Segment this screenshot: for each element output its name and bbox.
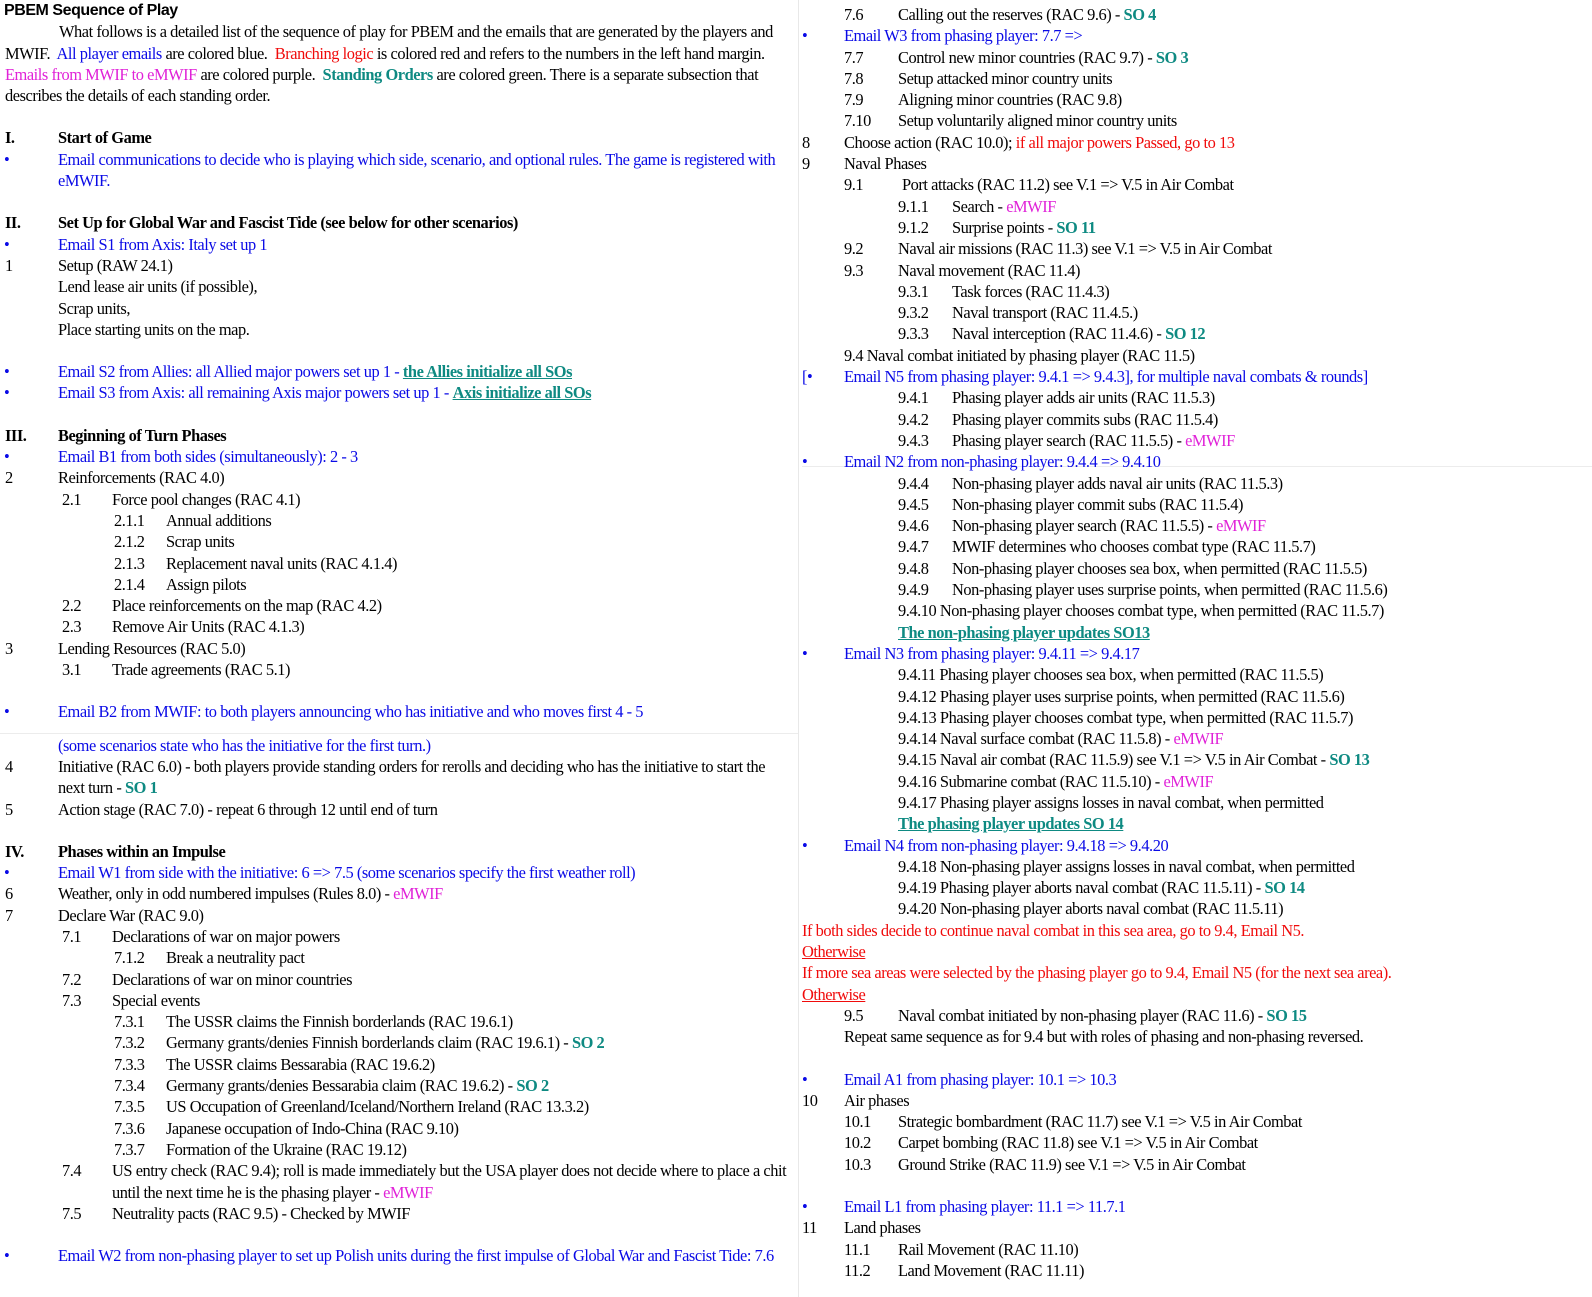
page-title: PBEM Sequence of Play (4, 2, 178, 19)
list-item: 9.4.15 Naval air combat (RAC 11.5.9) see V.1 => V.5 in Air Combat - SO 13 (898, 750, 1370, 770)
branch-logic: Otherwise (802, 984, 866, 1004)
list-item: 9.4 Naval combat initiated by phasing player (RAC 11.5) (844, 345, 1195, 365)
list-item: 4 Initiative (RAC 6.0) - both players provide standing orders for rerolls and deciding who has the initiative to start the next turn - SO 1 (5, 756, 766, 798)
list-item: 9.4.3 Phasing player search (RAC 11.5.5) - eMWIF (898, 430, 1235, 450)
list-item: 3.1 Trade agreements (RAC 5.1) (62, 660, 290, 680)
list-item: 3 Lending Resources (RAC 5.0) (5, 638, 246, 658)
list-item: 9.3.1 Task forces (RAC 11.4.3) (898, 281, 1110, 301)
list-item: 10.1 Strategic bombardment (RAC 11.7) see V.1 => V.5 in Air Combat (844, 1112, 1302, 1132)
list-item: 7.3.3 The USSR claims Bessarabia (RAC 19.6.2) (114, 1054, 435, 1074)
list-item: 7.3.4 Germany grants/denies Bessarabia claim (RAC 19.6.2) - SO 2 (114, 1076, 549, 1096)
bullet-icon: • (4, 362, 10, 382)
branch-logic: If more sea areas were selected by the phasing player go to 9.4, Email N5 (for the next sea area). (802, 963, 1392, 983)
bullet-icon: • (4, 702, 10, 722)
email-item: • Email N3 from phasing player: 9.4.11 => 9.4.17 (802, 643, 1140, 663)
list-item: 10.3 Ground Strike (RAC 11.9) see V.1 => V.5 in Air Combat (844, 1154, 1246, 1174)
list-item: 9.3 Naval movement (RAC 11.4) (844, 260, 1081, 280)
list-item: 7.7 Control new minor countries (RAC 9.7) - SO 3 (844, 47, 1189, 67)
column-divider (798, 0, 799, 1297)
list-item: Lend lease air units (if possible), (58, 277, 258, 297)
list-item: 9.4.2 Phasing player commits subs (RAC 11.5.4) (898, 409, 1218, 429)
list-item: 9.4.7 MWIF determines who chooses combat type (RAC 11.5.7) (898, 537, 1316, 557)
list-item: 8 Choose action (RAC 10.0); if all major powers Passed, go to 13 (802, 132, 1235, 152)
list-item: 7.8 Setup attacked minor country units (844, 68, 1113, 88)
list-item: 9.4.1 Phasing player adds air units (RAC 11.5.3) (898, 388, 1215, 408)
list-item: 7.6 Calling out the reserves (RAC 9.6) - SO 4 (844, 5, 1156, 24)
left-column (0, 0, 798, 1266)
list-item: 7.4 US entry check (RAC 9.4); roll is made immediately but the USA player does not decide where to place a chit until the next time he is the phasing player - eMWIF (62, 1161, 787, 1202)
list-item: Scrap units, (58, 298, 130, 318)
section-heading: III. Beginning of Turn Phases (5, 425, 227, 445)
list-item: 7.3.6 Japanese occupation of Indo-China (RAC 9.10) (114, 1118, 459, 1138)
list-item: 5 Action stage (RAC 7.0) - repeat 6 through 12 until end of turn (5, 799, 438, 819)
bullet-icon: • (802, 26, 808, 46)
email-item: • Email A1 from phasing player: 10.1 => 10.3 (802, 1069, 1117, 1089)
right-column (802, 0, 1592, 1280)
email-item: • Email N2 from non-phasing player: 9.4.4 => 9.4.10 (802, 452, 1161, 472)
standing-order-link[interactable]: The phasing player updates SO 14 (898, 814, 1124, 834)
email-item: [• Email N5 from phasing player: 9.4.1 => 9.4.3], for multiple naval combats & rounds] (802, 367, 1368, 387)
list-item: 2.2 Place reinforcements on the map (RAC 4.2) (62, 596, 382, 616)
list-item: 11 Land phases (802, 1218, 921, 1238)
list-item: 9.4.6 Non-phasing player search (RAC 11.5.5) - eMWIF (898, 516, 1266, 536)
bracket-bullet-icon: [• (802, 367, 813, 387)
list-item: 9.4.17 Phasing player assigns losses in naval combat, when permitted (898, 792, 1324, 812)
bullet-icon: • (802, 452, 808, 472)
list-item: 9.3.2 Naval transport (RAC 11.4.5.) (898, 303, 1138, 323)
email-item: • Email S2 from Allies: all Allied major powers set up 1 - the Allies initialize all SOs (4, 362, 572, 382)
list-item: 9.2 Naval air missions (RAC 11.3) see V.1 => V.5 in Air Combat (844, 239, 1272, 259)
list-item: 9.4.4 Non-phasing player adds naval air units (RAC 11.5.3) (898, 473, 1283, 493)
list-item: 9.4.20 Non-phasing player aborts naval combat (RAC 11.5.11) (898, 899, 1284, 919)
standing-order-link[interactable]: The non-phasing player updates SO13 (898, 622, 1150, 642)
list-item: 2.1.2 Scrap units (114, 532, 235, 552)
intro-paragraph: What follows is a detailed list of the sequence of play for PBEM and the emails that are generated by the players and MWIF. All player emails are colored blue. Branching logic is colored red and refers to the numbers in the left hand margin. Emails from MWIF to eMWIF are colored purple. Standing Orders are colored green. There is a separate subsection that describes the details of each standing order. (5, 22, 773, 106)
list-item: 7.9 Aligning minor countries (RAC 9.8) (844, 90, 1122, 110)
list-item: 9.4.19 Phasing player aborts naval combat (RAC 11.5.11) - SO 14 (898, 878, 1305, 898)
list-item: 9.4.5 Non-phasing player commit subs (RAC 11.5.4) (898, 494, 1243, 514)
bullet-icon: • (802, 835, 808, 855)
email-item: • Email N4 from non-phasing player: 9.4.18 => 9.4.20 (802, 835, 1169, 855)
list-item: 9.1.1 Search - eMWIF (898, 196, 1056, 216)
email-item: • Email B2 from MWIF: to both players announcing who has initiative and who moves first 4 - 5 (4, 702, 643, 722)
list-item: 7.5 Neutrality pacts (RAC 9.5) - Checked by MWIF (62, 1203, 410, 1223)
list-item: 9.4.14 Naval surface combat (RAC 11.5.8) - eMWIF (898, 729, 1224, 749)
list-item: 10.2 Carpet bombing (RAC 11.8) see V.1 => V.5 in Air Combat (844, 1133, 1258, 1153)
list-item: 7.3.5 US Occupation of Greenland/Iceland/Northern Ireland (RAC 13.3.2) (114, 1097, 589, 1117)
list-item: 9.4.8 Non-phasing player chooses sea box, when permitted (RAC 11.5.5) (898, 558, 1367, 578)
list-item: 7.3.7 Formation of the Ukraine (RAC 19.12) (114, 1139, 407, 1159)
list-item: Place starting units on the map. (58, 319, 250, 339)
list-item: 7.1.2 Break a neutrality pact (114, 948, 305, 968)
list-item: 2.3 Remove Air Units (RAC 4.1.3) (62, 617, 305, 637)
list-item: 7.2 Declarations of war on minor countries (62, 969, 353, 989)
list-item: 9.1.2 Surprise points - SO 11 (898, 217, 1096, 237)
list-item: 9.4.13 Phasing player chooses combat type, when permitted (RAC 11.5.7) (898, 707, 1353, 727)
list-item: Repeat same sequence as for 9.4 but with roles of phasing and non-phasing reversed. (844, 1027, 1364, 1047)
list-item: 2.1.1 Annual additions (114, 510, 272, 530)
list-item: 11.2 Land Movement (RAC 11.11) (844, 1260, 1085, 1280)
list-item: 7.3.2 Germany grants/denies Finnish borderlands claim (RAC 19.6.1) - SO 2 (114, 1033, 605, 1053)
branch-logic: If both sides decide to continue naval combat in this sea area, go to 9.4, Email N5. (802, 920, 1305, 940)
list-item: 9.3.3 Naval interception (RAC 11.4.6) - SO 12 (898, 324, 1206, 344)
list-item: 9 Naval Phases (802, 154, 927, 174)
list-item: 7.1 Declarations of war on major powers (62, 926, 340, 946)
bullet-icon: • (4, 447, 10, 467)
list-item: 2.1.4 Assign pilots (114, 574, 247, 594)
list-item: 9.4.16 Submarine combat (RAC 11.5.10) - eMWIF (898, 771, 1214, 791)
bullet-icon: • (802, 643, 808, 663)
list-item: 10 Air phases (802, 1090, 910, 1110)
list-item: 2 Reinforcements (RAC 4.0) (5, 468, 225, 488)
email-item: • Email S3 from Axis: all remaining Axis major powers set up 1 - Axis initialize all SOs (4, 383, 592, 403)
list-item: 9.4.18 Non-phasing player assigns losses in naval combat, when permitted (898, 856, 1355, 876)
list-item: 2.1 Force pool changes (RAC 4.1) (62, 489, 301, 509)
bullet-icon: • (4, 383, 10, 403)
list-item: 11.1 Rail Movement (RAC 11.10) (844, 1239, 1079, 1259)
list-item: 9.4.12 Phasing player uses surprise points, when permitted (RAC 11.5.6) (898, 686, 1345, 706)
email-item: (some scenarios state who has the initiative for the first turn.) (58, 735, 431, 755)
standing-order-link[interactable]: the Allies initialize all SOs (402, 362, 572, 382)
list-item: 9.5 Naval combat initiated by non-phasing player (RAC 11.6) - SO 15 (844, 1005, 1307, 1025)
list-item: 2.1.3 Replacement naval units (RAC 4.1.4) (114, 553, 397, 573)
list-item: 9.4.11 Phasing player chooses sea box, when permitted (RAC 11.5.5) (898, 665, 1324, 685)
list-item: 7.3.1 The USSR claims the Finnish borderlands (RAC 19.6.1) (114, 1012, 513, 1032)
list-item: 7 Declare War (RAC 9.0) (5, 905, 204, 925)
email-item: • Email W2 from non-phasing player to set up Polish units during the first impulse of Global War and Fascist Tide: 7.6 (4, 1246, 774, 1266)
list-item: 9.4.10 Non-phasing player chooses combat type, when permitted (RAC 11.5.7) (898, 601, 1384, 621)
bullet-icon: • (4, 863, 10, 883)
email-item: • Email W3 from phasing player: 7.7 => (802, 26, 1083, 46)
email-item: • Email W1 from side with the initiative: 6 => 7.5 (some scenarios specify the first weather roll) (4, 863, 636, 883)
email-item: • Email L1 from phasing player: 11.1 => 11.7.1 (802, 1197, 1126, 1217)
email-item: • Email S1 from Axis: Italy set up 1 (4, 234, 268, 254)
email-item: • Email B1 from both sides (simultaneously): 2 - 3 (4, 447, 358, 467)
standing-order-link[interactable]: Axis initialize all SOs (452, 383, 592, 403)
section-heading: I. Start of Game (5, 128, 152, 148)
list-item: 9.1 Port attacks (RAC 11.2) see V.1 => V.5 in Air Combat (844, 175, 1234, 195)
bullet-icon: • (4, 1246, 10, 1266)
list-item: 9.4.9 Non-phasing player uses surprise points, when permitted (RAC 11.5.6) (898, 580, 1388, 600)
email-item: • Email communications to decide who is playing which side, scenario, and optional rules. The game is registered with eMWIF. (4, 149, 776, 191)
bullet-icon: • (4, 234, 10, 254)
list-item: 7.10 Setup voluntarily aligned minor country units (844, 111, 1177, 131)
section-heading: IV. Phases within an Impulse (5, 841, 226, 861)
bullet-icon: • (802, 1197, 808, 1217)
bullet-icon: • (4, 149, 10, 169)
branch-logic: Otherwise (802, 942, 866, 962)
bullet-icon: • (802, 1069, 808, 1089)
list-item: 6 Weather, only in odd numbered impulses (Rules 8.0) - eMWIF (5, 884, 443, 904)
list-item: 1 Setup (RAW 24.1) (5, 255, 173, 275)
list-item: 7.3 Special events (62, 990, 200, 1010)
section-heading: II. Set Up for Global War and Fascist Tide (see below for other scenarios) (5, 213, 518, 233)
